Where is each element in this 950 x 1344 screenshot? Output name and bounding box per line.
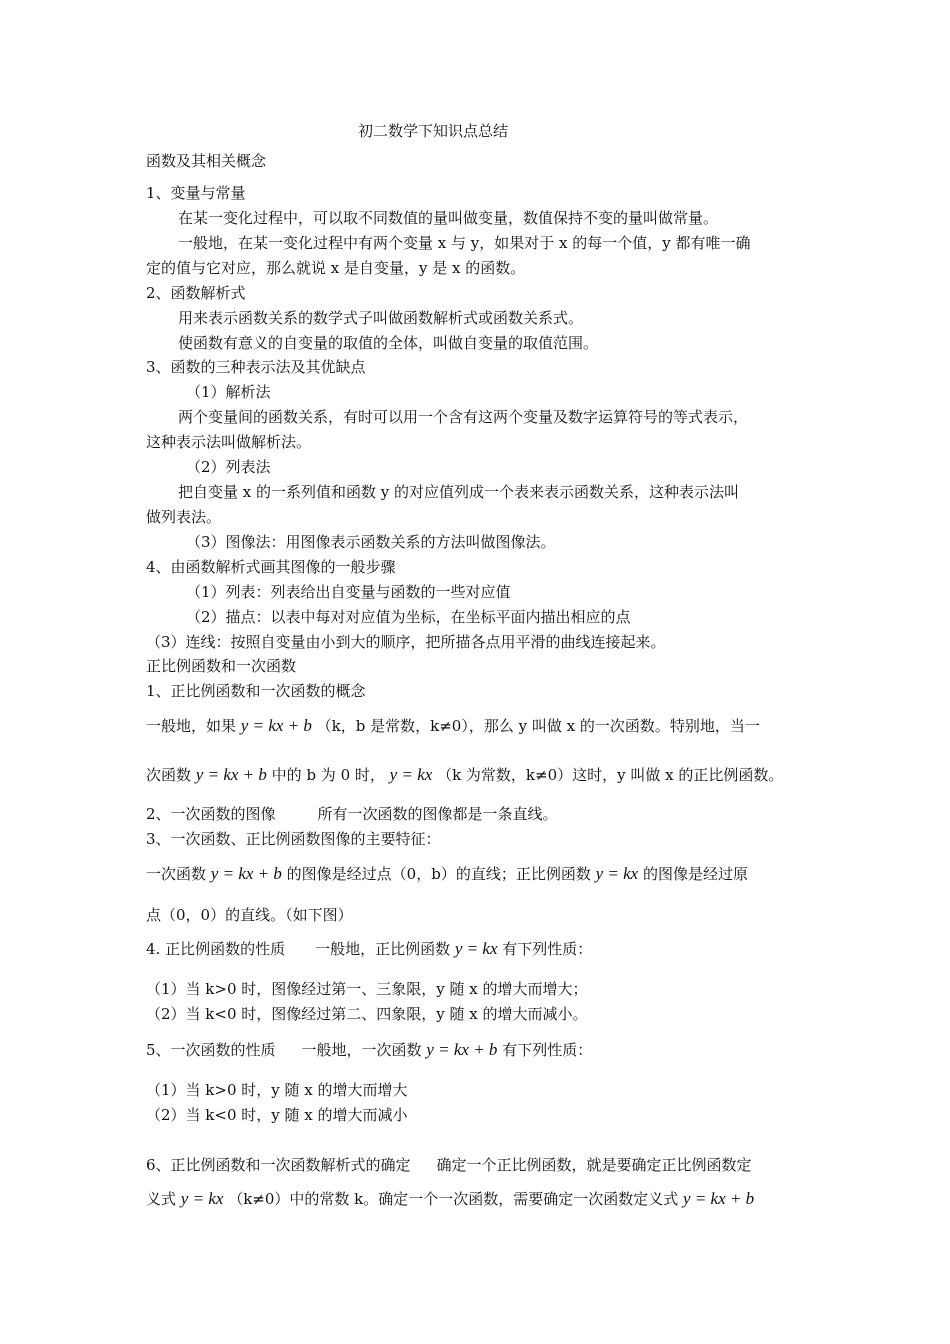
text-segment: 有下列性质： [502,940,593,958]
item-heading: （2）列表法 [186,458,271,476]
text-segment: 中的 b 为 0 时， [271,766,385,784]
text-segment: 义式 [146,1190,177,1208]
list-item: （1）当 k>0 时，y 随 x 的增大而增大 [146,1081,408,1099]
formula-linear: y = kx + b [210,864,282,883]
paragraph-line: 做列表法。 [146,508,222,526]
text-segment: （k≠0）中的常数 k。确定一个一次函数，需要确定一次函数定义式 [228,1190,679,1208]
formula-linear: y = kx + b [426,1040,498,1059]
text-segment: 一次函数 [146,865,207,883]
subsection-heading: 4. 正比例函数的性质 [146,940,286,958]
formula-proportional: y = kx [180,1189,224,1208]
text-segment: 次函数 [146,766,192,784]
paragraph-line [146,1155,752,1175]
section-heading: 函数及其相关概念 [146,152,267,170]
item-heading: （3）图像法：用图像表示函数关系的方法叫做图像法。 [186,533,556,551]
text-segment: 的图像是经过点（0，b）的直线；正比例函数 [286,865,591,883]
list-item: （2）当 k<0 时，y 随 x 的增大而减小 [146,1106,408,1124]
formula-linear: y = kx + b [683,1189,755,1208]
paragraph-line [146,804,558,824]
paragraph-line: 这种表示法叫做解析法。 [146,433,312,451]
subsection-heading: 1、正比例函数和一次函数的概念 [146,682,366,700]
formula-proportional: y = kx [454,939,498,958]
subsection-heading: 1、变量与常量 [146,184,246,202]
subsection-heading: 2、一次函数的图像 [146,805,276,823]
subsection-heading: 2、函数解析式 [146,284,246,302]
text-segment: 一般地，正比例函数 [315,940,451,958]
paragraph-line [146,1040,592,1060]
text-segment: 的图像是经过原 [643,865,749,883]
list-item: （2）描点：以表中每对对应值为坐标，在坐标平面内描出相应的点 [186,608,631,626]
paragraph-line: 把自变量 x 的一系列值和函数 y 的对应值列成一个表来表示函数关系，这种表示法叫 [178,483,740,501]
paragraph-line [146,765,783,785]
paragraph-line: 点（0，0）的直线。（如下图） [146,906,353,924]
formula-linear: y = kx + b [195,765,267,784]
formula-proportional: y = kx [595,864,639,883]
section-heading: 正比例函数和一次函数 [146,657,297,675]
text-segment: 有下列性质： [502,1041,593,1059]
page-title: 初二数学下知识点总结 [358,122,509,140]
paragraph-line: 定的值与它对应，那么就说 x 是自变量，y 是 x 的函数。 [146,259,526,277]
paragraph-line: 用来表示函数关系的数学式子叫做函数解析式或函数关系式。 [178,309,584,327]
list-item: （2）当 k<0 时，图像经过第二、四象限，y 随 x 的增大而减小。 [146,1005,588,1023]
paragraph-line [146,864,748,884]
text-segment: 所有一次函数的图像都是一条直线。 [317,805,558,823]
text-segment: 一般地，一次函数 [301,1041,422,1059]
text-segment: （k，b 是常数，k≠0），那么 y 叫做 x 的一次函数。特别地，当一 [316,717,760,735]
paragraph-line [146,939,592,959]
subsection-heading: 6、正比例函数和一次函数解析式的确定 [146,1156,411,1174]
list-item: （3）连线：按照自变量由小到大的顺序，把所描各点用平滑的曲线连接起来。 [146,633,666,651]
subsection-heading: 4、由函数解析式画其图像的一般步骤 [146,558,396,576]
paragraph-line [146,716,760,736]
item-heading: （1）解析法 [186,383,271,401]
subsection-heading: 3、函数的三种表示法及其优缺点 [146,358,366,376]
list-item: （1）列表：列表给出自变量与函数的一些对应值 [186,583,511,601]
paragraph-line: 使函数有意义的自变量的取值的全体，叫做自变量的取值范围。 [178,334,599,352]
list-item: （1）当 k>0 时，图像经过第一、三象限，y 随 x 的增大而增大； [146,980,588,998]
subsection-heading: 3、一次函数、正比例函数图像的主要特征： [146,830,441,848]
text-segment: 一般地，如果 [146,717,237,735]
paragraph-line: 在某一变化过程中，可以取不同数值的量叫做变量，数值保持不变的量叫做常量。 [178,209,719,227]
paragraph-line: 一般地，在某一变化过程中有两个变量 x 与 y，如果对于 x 的每一个值，y 都有唯一确 [178,234,751,252]
text-segment: 确定一个正比例函数，就是要确定正比例函数定 [436,1156,752,1174]
paragraph-line [146,1189,754,1209]
text-segment: （k 为常数，k≠0）这时，y 叫做 x 的正比例函数。 [437,766,784,784]
subsection-heading: 5、一次函数的性质 [146,1041,276,1059]
paragraph-line: 两个变量间的函数关系，有时可以用一个含有这两个变量及数字运算符号的等式表示， [178,408,749,426]
formula-proportional: y = kx [389,765,433,784]
formula-linear: y = kx + b [240,716,312,735]
